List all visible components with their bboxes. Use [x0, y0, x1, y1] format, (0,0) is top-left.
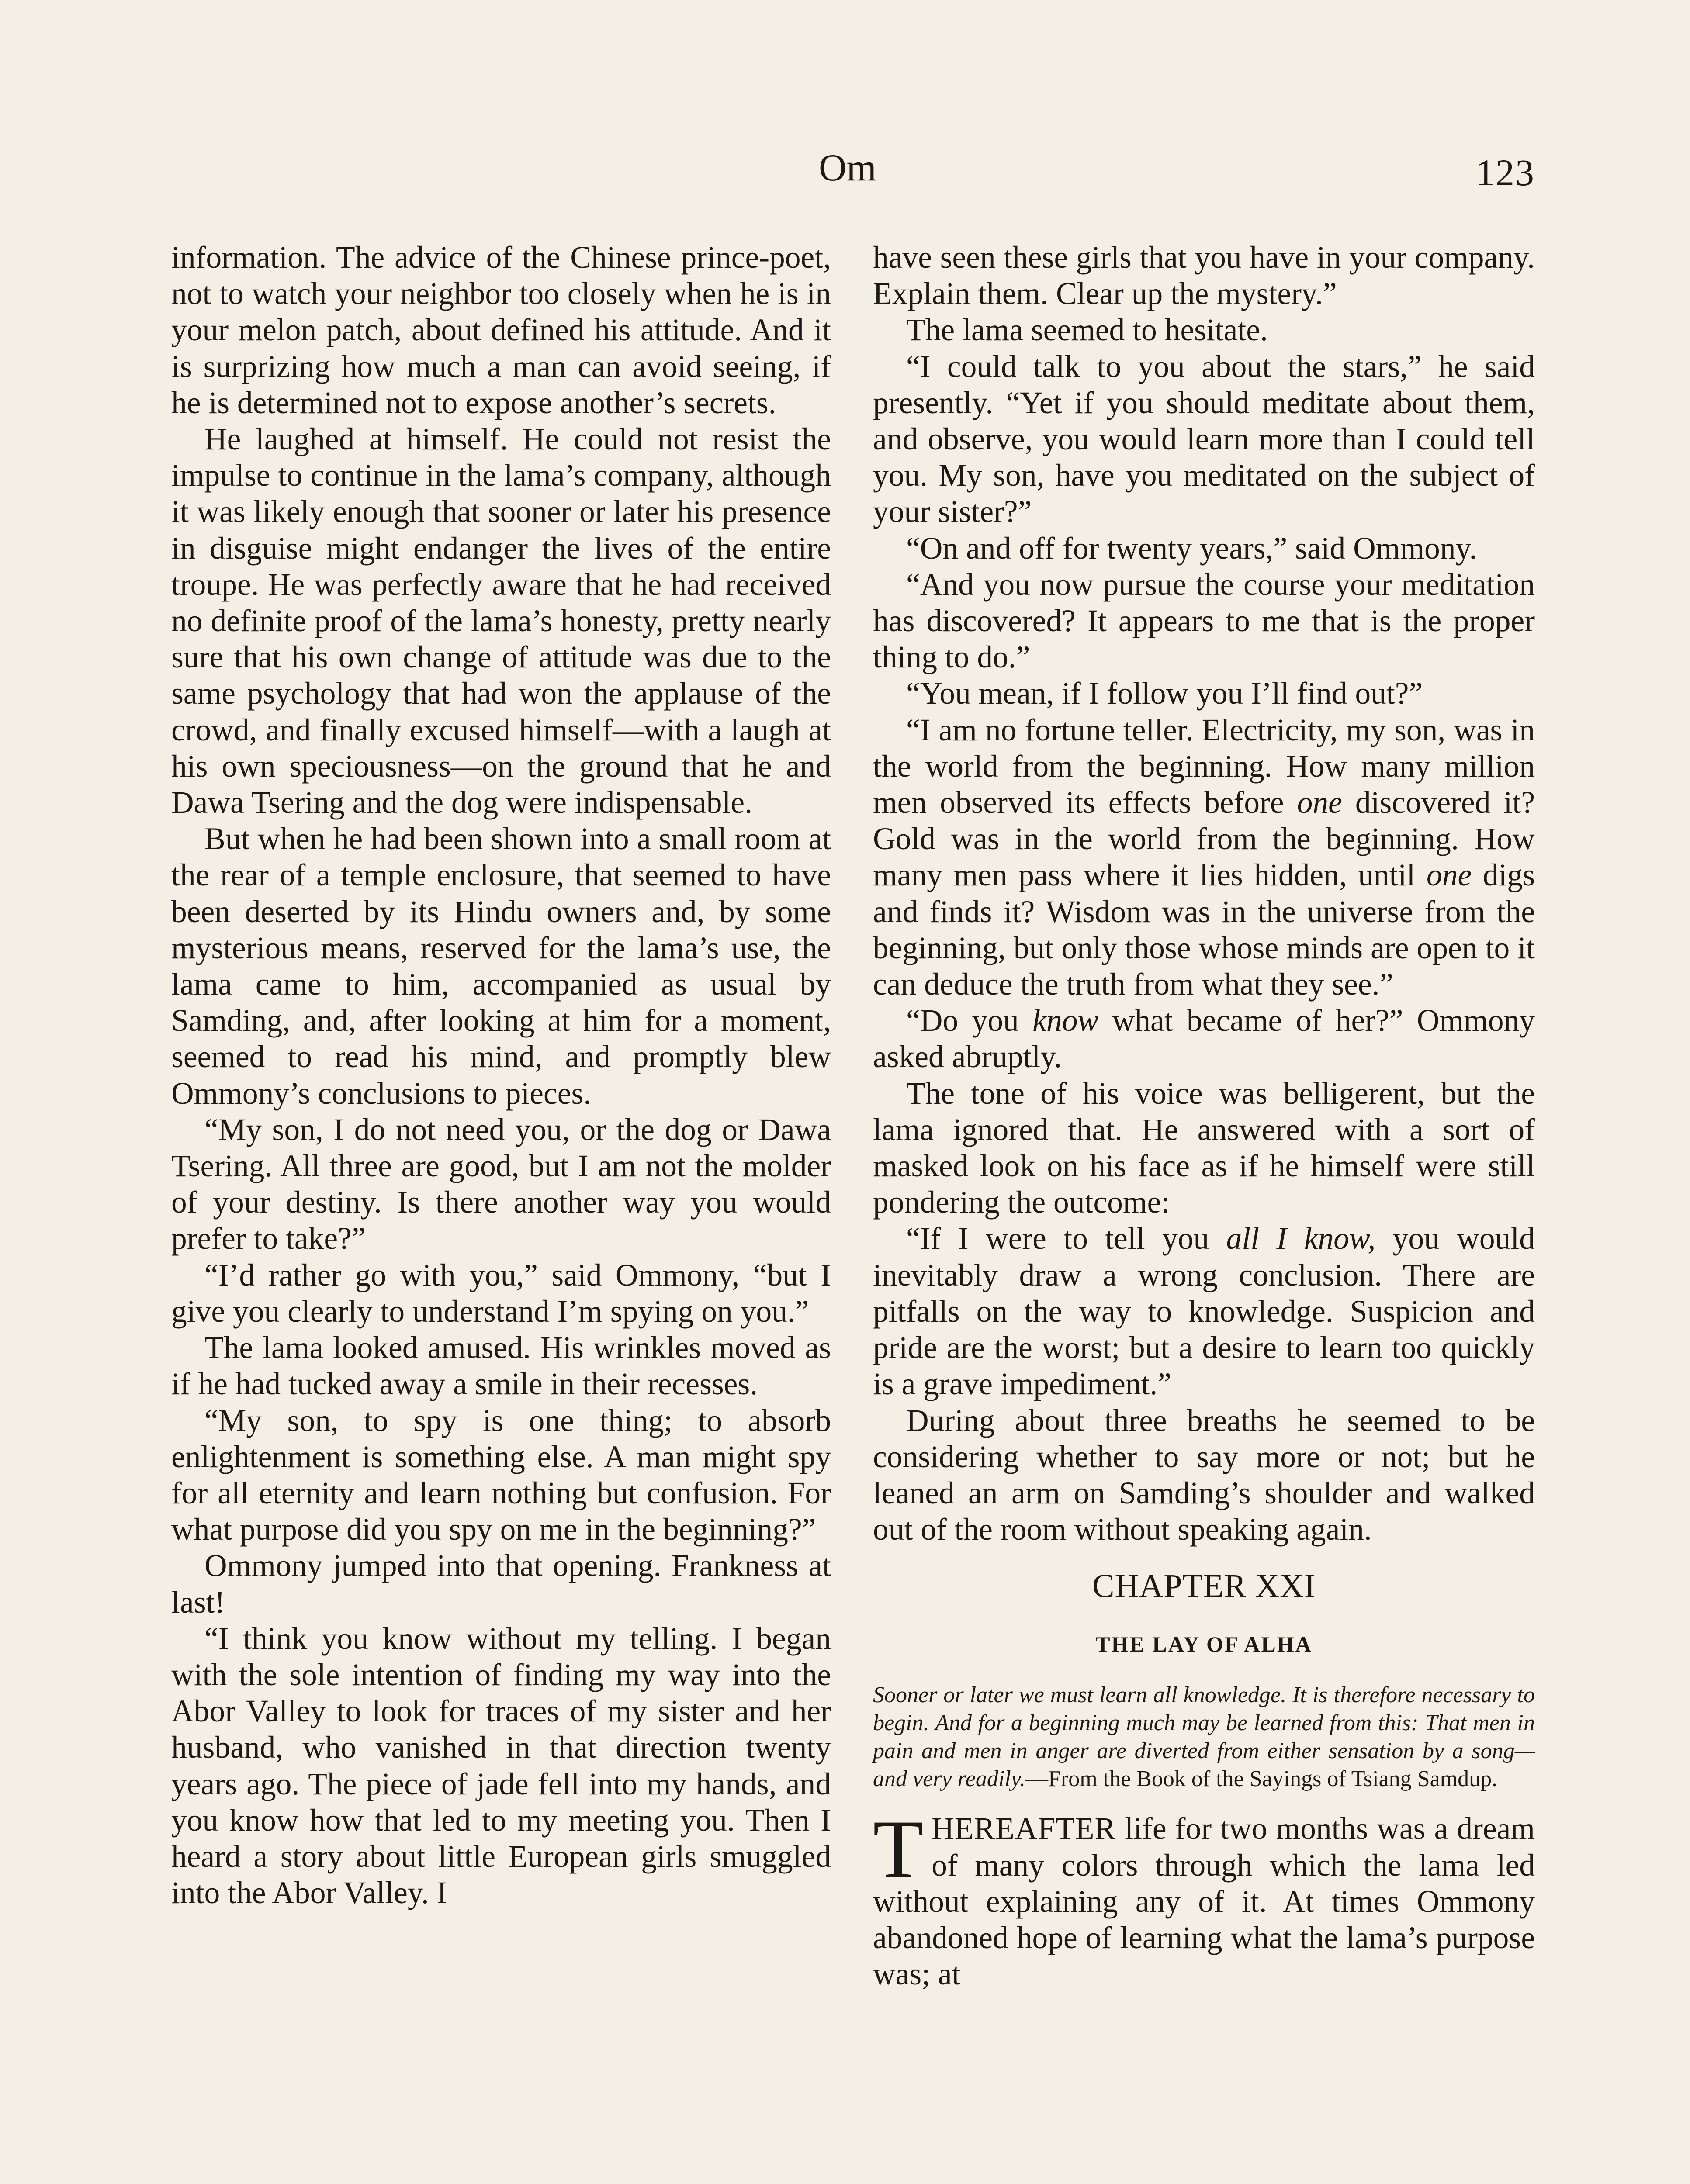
paragraph: Ommony jumped into that opening. Frankness at last! [171, 1548, 831, 1620]
page-header [0, 144, 1690, 197]
paragraph: “My son, I do not need you, or the dog or Dawa Tsering. All three are good, but I am not the molder of your destiny. Is there another way you would prefer to take?” [171, 1112, 831, 1256]
text-run: what became of her?” Ommony asked abruptly. [873, 1003, 1535, 1075]
paragraph: He laughed at himself. He could not resist the impulse to continue in the lama’s company, although it was likely enough that sooner or later his presence in disguise might endanger the lives of the entire troupe. He was perfectly aware that he had received no definite proof of the lama’s honesty, pretty nearly sure that his own change of attitude was due to the same psychology that had won the applause of the crowd, and finally excused himself—with a laugh at his own speciousness—on the ground that he and Dawa Tsering and the dog were indispensable. [171, 422, 831, 820]
paragraph [873, 1220, 1535, 1402]
paragraph [873, 712, 1535, 1003]
opening-paragraph [873, 1804, 1535, 1992]
paragraph: During about three breaths he seemed to be considering whether to say more or not; but he leaned an arm on Samding’s shoulder and walked out of the room without speaking again. [873, 1403, 1535, 1547]
text-run: digs and finds it? Wisdom was in the universe from the beginning, but only those whose minds are open to it can deduce the truth from what they see.” [873, 858, 1535, 1002]
text-run: life for two months was a dream of many colors through which the lama led without explaining any of it. At times Ommony abandoned hope of learning what the lama’s purpose was; at [873, 1811, 1535, 1992]
emphasis: one [1297, 785, 1342, 820]
paragraph: The lama seemed to hesitate. [906, 313, 1268, 348]
paragraph: “I could talk to you about the stars,” he said presently. “Yet if you should meditate about them, and observe, you would learn more than I could tell you. My son, have you meditated on the subject of your sister?” [873, 349, 1535, 529]
page-number: 123 [1476, 152, 1535, 194]
paragraph: “I’d rather go with you,” said Ommony, “but I give you clearly to understand I’m spying on you.” [171, 1258, 831, 1329]
paragraph: have seen these girls that you have in your company. Explain them. Clear up the mystery.” [873, 240, 1535, 311]
emphasis: all I know, [1226, 1221, 1376, 1256]
epigraph-text: Sooner or later we must learn all knowledge. It is therefore necessary to begin. And for a beginning much may be learned from this: That men in pain and men in anger are diverted from either sensation by a song—and very readily. [873, 1683, 1535, 1792]
epigraph-source: —From the Book of the Sayings of Tsiang Samdup. [1025, 1766, 1498, 1792]
paragraph: “You mean, if I follow you I’ll find out?” [906, 676, 1423, 711]
paragraph: “On and off for twenty years,” said Ommony. [906, 531, 1477, 566]
right-column [873, 239, 1535, 1992]
chapter-subtitle: THE LAY OF ALHA [1095, 1632, 1313, 1657]
emphasis: know [1032, 1003, 1099, 1038]
text-run: discovered it? Gold was in the world from the beginning. How many men pass where it lies hidden, until [873, 785, 1535, 893]
text-run: “Do you [906, 1003, 1033, 1038]
text-run: “If I were to tell you [906, 1221, 1226, 1256]
paragraph: The tone of his voice was belligerent, but the lama ignored that. He answered with a sort of masked look on his face as if he himself were still pondering the outcome: [873, 1076, 1535, 1220]
paragraph: “My son, to spy is one thing; to absorb enlightenment is something else. A man might spy for all eternity and learn nothing but confusion. For what purpose did you spy on me in the beginning?” [171, 1403, 831, 1547]
emphasis: one [1426, 858, 1472, 893]
paragraph: information. The advice of the Chinese prince-poet, not to watch your neighbor too closely when he is in your melon patch, about defined his attitude. And it is surprizing how much a man can avoid seeing, if he is determined not to expose another’s secrets. [171, 240, 831, 420]
opening-caps: HEREAFTER [932, 1811, 1116, 1846]
text-run: “I am no fortune teller. Electricity, my son, was in the world from the beginning. How many million men observed its effects before [873, 712, 1535, 820]
left-column [171, 239, 831, 1911]
running-title: Om [819, 147, 876, 189]
epigraph [873, 1681, 1535, 1793]
text-run: you would inevitably draw a wrong conclusion. There are pitfalls on the way to knowledge. Suspicion and pride are the worst; but a desire to learn too quickly is a grave impediment.” [873, 1221, 1535, 1402]
paragraph: But when he had been shown into a small room at the rear of a temple enclosure, that seemed to have been deserted by its Hindu owners and, by some mysterious means, reserved for the lama’s use, the lama came to him, accompanied as usual by Samding, and, after looking at him for a moment, seemed to read his mind, and promptly blew Ommony’s conclusions to pieces. [171, 822, 831, 1111]
drop-cap: T [873, 1804, 924, 1896]
chapter-title: CHAPTER XXI [1092, 1568, 1316, 1605]
paragraph: “And you now pursue the course your meditation has discovered? It appears to me that is the proper thing to do.” [873, 567, 1535, 675]
paragraph: “I think you know without my telling. I began with the sole intention of finding my way into the Abor Valley to look for traces of my sister and her husband, who vanished in that direction twenty years ago. The piece of jade fell into my hands, and you know how that led to my meeting you. Then I heard a story about little European girls smuggled into the Abor Valley. I [171, 1621, 831, 1911]
paragraph: The lama looked amused. His wrinkles moved as if he had tucked away a smile in their recesses. [171, 1330, 831, 1402]
paragraph [873, 1002, 1535, 1075]
